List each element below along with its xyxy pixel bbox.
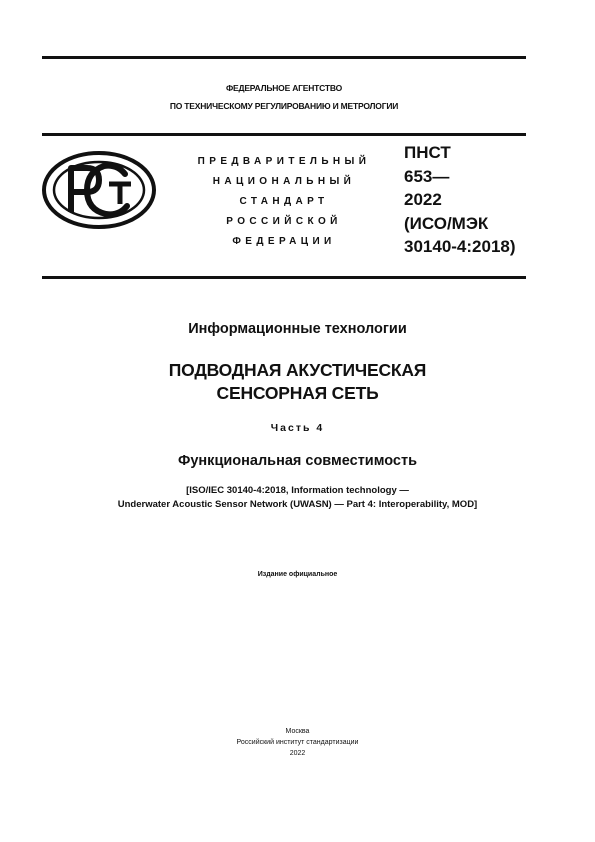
edition-label: Издание официальное [257,571,338,578]
standard-kind-line: ПРЕДВАРИТЕЛЬНЫЙ [197,156,371,167]
standard-kind-line: ФЕДЕРАЦИИ [232,236,336,247]
standard-kind-line: НАЦИОНАЛЬНЫЙ [212,176,356,187]
document-title-line: ПОДВОДНАЯ АКУСТИЧЕСКАЯ [168,360,427,380]
agency-name-line2: ПО ТЕХНИЧЕСКОМУ РЕГУЛИРОВАНИЮ И МЕТРОЛОГИИ [169,101,399,111]
standard-code [404,141,534,259]
standard-kind [180,152,388,252]
standard-code-line: ПНСТ [404,143,451,162]
agency-name-line1: ФЕДЕРАЛЬНОЕ АГЕНТСТВО [225,83,343,93]
imprint [0,726,595,759]
standard-code-line: 653— [404,166,450,186]
imprint-city: Москва [285,728,310,735]
top-rule [42,56,526,59]
standard-kind-line: РОССИЙСКОЙ [226,216,342,227]
reference-line: [ISO/IEC 30140-4:2018, Information technology — [186,485,409,496]
standard-code-line: (ИСО/МЭК [404,213,489,233]
document-title-line: СЕНСОРНАЯ СЕТЬ [216,383,379,403]
document-title [0,359,595,405]
standard-code-line: 2022 [404,190,442,209]
reference-line: Underwater Acoustic Sensor Network (UWASN) — Part 4: Interoperability, MOD] [117,499,478,510]
international-reference [0,484,595,512]
document-part: Часть 4 [270,422,325,434]
standard-kind-line: СТАНДАРТ [239,196,329,207]
standard-code-line: 30140-4:2018) [404,237,516,256]
bottom-rule [42,276,526,279]
imprint-publisher: Российский институт стандартизации [236,739,359,746]
document-domain: Информационные технологии [188,321,407,337]
gost-r-certification-mark-icon [41,150,157,230]
document-subtitle: Функциональная совместимость [177,453,417,469]
imprint-year: 2022 [289,750,306,757]
middle-rule [42,133,526,136]
